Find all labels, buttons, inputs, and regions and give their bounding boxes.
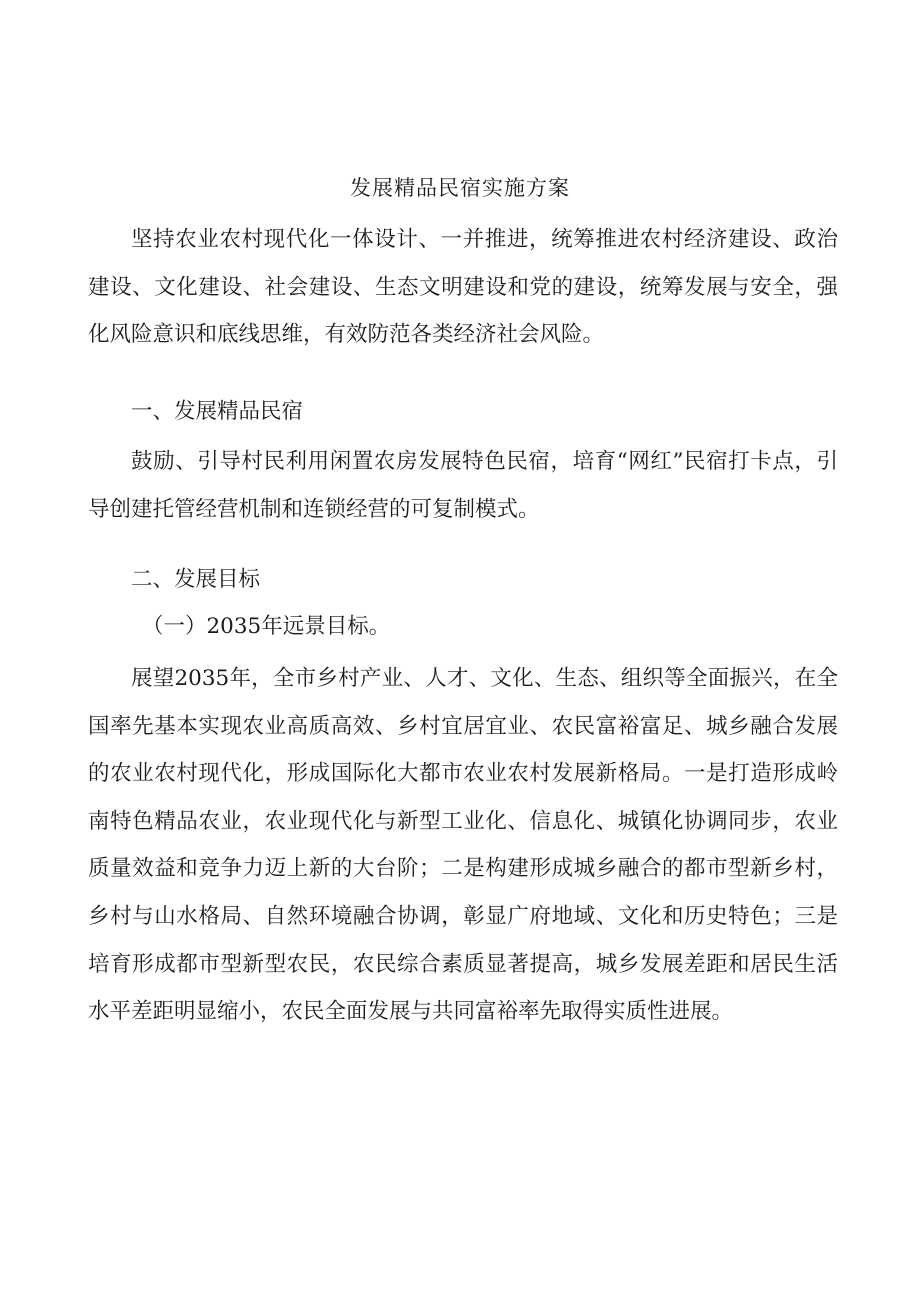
- section-2-subheading: （一）2035年远景目标。: [142, 614, 391, 639]
- section-2-heading: 二、发展目标: [131, 567, 261, 592]
- section-2-paragraph: 展望2035年，全市乡村产业、人才、文化、生态、组织等全面振兴，在全国率先基本实现农业高质高效、乡村宜居宜业、农民富裕富足、城乡融合发展的农业农村现代化，形成国际化大都市农业农村发展新格局。一是打造形成岭南特色精品农业，农业现代化与新型工业化、信息化、城镇化协调同步，农业质量效益和竞争力迈上新的大台阶；二是构建形成城乡融合的都市型新乡村，乡村与山水格局、自然环境融合协调，彰显广府地域、文化和历史特色；三是培育形成都市型新型农民，农民综合素质显著提高，城乡发展差距和居民生活水平差距明显缩小，农民全面发展与共同富裕率先取得实质性进展。: [88, 666, 838, 1025]
- document-title: 发展精品民宿实施方案: [350, 176, 570, 200]
- section-1-heading: 一、发展精品民宿: [131, 399, 304, 424]
- intro-paragraph: 坚持农业农村现代化一体设计、一并推进，统筹推进农村经济建设、政治建设、文化建设、社会建设、生态文明建设和党的建设，统筹发展与安全，强化风险意识和底线思维，有效防范各类经济社会风险。: [88, 227, 838, 348]
- section-1-paragraph: 鼓励、引导村民利用闲置农房发展特色民宿，培育“网红”民宿打卡点，引导创建托管经营机制和连锁经营的可复制模式。: [88, 449, 838, 522]
